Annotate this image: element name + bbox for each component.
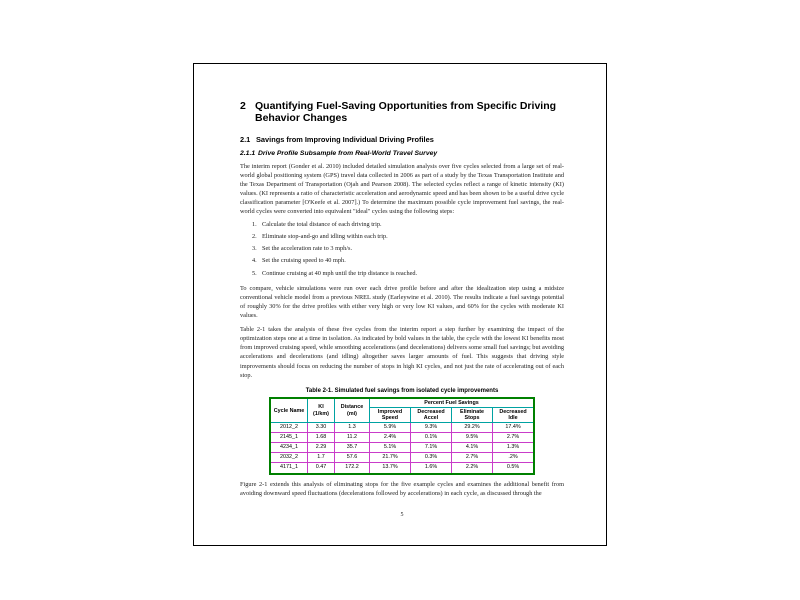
list-item <box>252 245 564 254</box>
cell-improved-speed: 21.7% <box>370 453 411 463</box>
cell-decreased-accel: 0.3% <box>411 453 452 463</box>
paragraph-table-discussion: Table 2-1 takes the analysis of these five cycles from the interim report a step further by examining the impact of the optimization steps one at a time in isolation. As indicated by bold values in the table, the cycle with the lowest KI benefits most from improved cruising speed, while smoothing accelerations (and decelerations) delivers some small fuel savings; but avoiding accelerations and decelerations (and idling) altogether saves larger amounts of fuel. This suggests that driving style improvements should focus on reducing the number of stops in high KI cycles, and not just the rate of accelerating out of each stop. <box>240 326 564 379</box>
cell-cycle-name: 4171_1 <box>270 463 308 474</box>
cell-decreased-accel: 1.6% <box>411 463 452 474</box>
cell-decreased-idle: 17.4% <box>493 423 535 433</box>
section-title: Savings from Improving Individual Driving Profiles <box>256 134 434 144</box>
cell-decreased-idle: 0.5% <box>493 463 535 474</box>
cell-ki: 2.29 <box>308 443 335 453</box>
cell-eliminate-stops: 29.2% <box>452 423 493 433</box>
cell-improved-speed: 2.4% <box>370 433 411 443</box>
table-row <box>270 423 534 433</box>
cell-ki: 1.7 <box>308 453 335 463</box>
chapter-number: 2 <box>240 100 246 112</box>
list-item <box>252 233 564 242</box>
cell-cycle-name: 2032_2 <box>270 453 308 463</box>
column-header-distance: Distance (mi) <box>335 398 370 423</box>
list-item-number: 3. <box>252 245 257 253</box>
column-header-cycle-name: Cycle Name <box>270 398 308 423</box>
column-header-ki: KI (1/km) <box>308 398 335 423</box>
column-header-improved-speed: Improved Speed <box>370 408 411 423</box>
table-body <box>270 423 534 474</box>
table-row <box>270 453 534 463</box>
cell-distance: 11.2 <box>335 433 370 443</box>
fuel-savings-table <box>269 397 535 475</box>
paragraph-figure-reference: Figure 2-1 extends this analysis of eliminating stops for the five example cycles and examines the additional benefit from avoiding downward speed fluctuations (decelerations followed by accelerations) in each cycle, as discussed through the <box>240 480 564 497</box>
column-header-group-percent-fuel-savings: Percent Fuel Savings <box>370 398 535 408</box>
chapter-heading <box>240 100 564 125</box>
list-item <box>252 257 564 266</box>
column-header-eliminate-stops: Eliminate Stops <box>452 408 493 423</box>
list-item-number: 2. <box>252 232 257 240</box>
report-page <box>193 63 607 546</box>
chapter-title: Quantifying Fuel-Saving Opportunities from Specific Driving Behavior Changes <box>255 100 557 125</box>
cell-eliminate-stops: 2.7% <box>452 453 493 463</box>
list-item-text: Eliminate stop-and-go and idling within each trip. <box>262 232 388 240</box>
cell-distance: 57.6 <box>335 453 370 463</box>
page-number: 5 <box>400 511 404 518</box>
cell-distance: 35.7 <box>335 443 370 453</box>
subsection-number: 2.1.1 <box>240 149 256 157</box>
cell-improved-speed: 5.1% <box>370 443 411 453</box>
list-item-text: Calculate the total distance of each driving trip. <box>262 220 382 228</box>
cell-distance: 1.3 <box>335 423 370 433</box>
cell-decreased-idle: .2% <box>493 453 535 463</box>
table-header <box>270 398 534 423</box>
cell-decreased-accel: 9.3% <box>411 423 452 433</box>
cell-cycle-name: 2145_1 <box>270 433 308 443</box>
cell-ki: 3.30 <box>308 423 335 433</box>
table-row <box>270 433 534 443</box>
cycle-idealization-steps-list <box>240 221 564 279</box>
cell-cycle-name: 2012_2 <box>270 423 308 433</box>
cell-decreased-idle: 1.3% <box>493 443 535 453</box>
section-heading <box>240 135 564 144</box>
list-item-text: Set the acceleration rate to 3 mph/s. <box>262 245 353 253</box>
paragraph-travel-survey: The interim report (Gonder et al. 2010) included detailed simulation analysis over five cycles selected from a large set of real-world global positioning system (GPS) travel data collected in 2006 as part of a study by the Texas Transportation Institute and the Texas Department of Transportation (Ojah and Pearson 2008). The selected cycles reflect a range of kinetic intensity (KI) values. (KI represents a ratio of characteristic acceleration and aerodynamic speed and has been shown to be a useful drive cycle classification parameter [O'Keefe et al. 2007].) To determine the maximum possible cycle improvement fuel savings, the real-world cycles were converted into equivalent "ideal" cycles using the following steps: <box>240 162 564 216</box>
table-row <box>270 443 534 453</box>
cell-distance: 172.2 <box>335 463 370 474</box>
table-caption: Table 2-1. Simulated fuel savings from isolated cycle improvements <box>305 387 499 394</box>
cell-ki: 1.68 <box>308 433 335 443</box>
list-item-number: 4. <box>252 257 257 265</box>
table-row <box>270 463 534 474</box>
cell-eliminate-stops: 9.5% <box>452 433 493 443</box>
list-item <box>252 270 564 279</box>
cell-decreased-idle: 2.7% <box>493 433 535 443</box>
list-item-text: Set the cruising speed to 40 mph. <box>262 257 346 265</box>
cell-cycle-name: 4234_1 <box>270 443 308 453</box>
subsection-title: Drive Profile Subsample from Real-World Travel Survey <box>258 149 438 157</box>
cell-decreased-accel: 0.1% <box>411 433 452 443</box>
column-header-decreased-accel: Decreased Accel <box>411 408 452 423</box>
section-number: 2.1 <box>240 134 251 144</box>
list-item-number: 5. <box>252 269 257 277</box>
cell-eliminate-stops: 2.2% <box>452 463 493 474</box>
list-item-text: Continue cruising at 40 mph until the trip distance is reached. <box>262 269 418 277</box>
list-item <box>252 221 564 230</box>
list-item-number: 1. <box>252 220 257 228</box>
cell-improved-speed: 5.9% <box>370 423 411 433</box>
cell-decreased-accel: 7.1% <box>411 443 452 453</box>
page-content <box>240 100 564 518</box>
paragraph-simulation-comparison: To compare, vehicle simulations were run over each drive profile before and after the idealization step using a midsize conventional vehicle model from a previous NREL study (Earleywine et al. 2010). The results indicate a fuel savings potential of roughly 30% for the drive profiles with either very high or very low KI values, and 60% for the cycles with moderate KI values. <box>240 284 564 319</box>
subsection-heading <box>240 150 564 157</box>
cell-eliminate-stops: 4.1% <box>452 443 493 453</box>
column-header-decreased-idle: Decreased Idle <box>493 408 535 423</box>
cell-ki: 0.47 <box>308 463 335 474</box>
cell-improved-speed: 13.7% <box>370 463 411 474</box>
